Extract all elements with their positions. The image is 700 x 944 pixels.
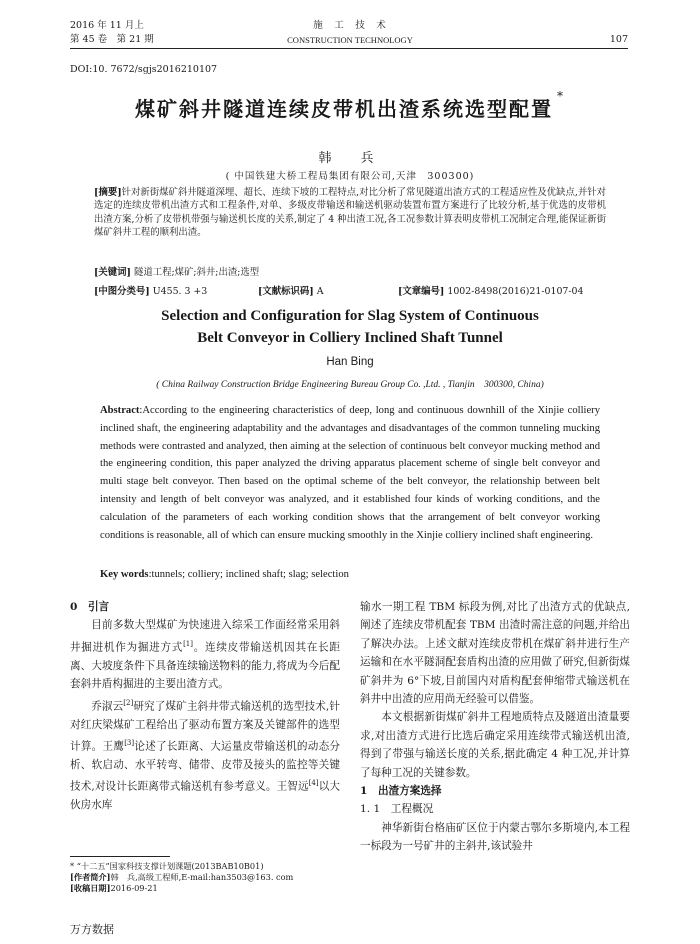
footnote-rule bbox=[70, 856, 170, 857]
title-footnote-mark: * bbox=[557, 89, 565, 103]
abstract-cn bbox=[94, 186, 606, 240]
author-cn: 韩 兵 bbox=[318, 151, 382, 166]
keywords-cn-text: 隧道工程;煤矿;斜井;出渣;选型 bbox=[133, 267, 260, 278]
footnotes bbox=[70, 861, 340, 895]
title-en-line2: Belt Conveyor in Colliery Inclined Shaft Tunnel bbox=[197, 330, 503, 346]
body-right-column bbox=[360, 598, 630, 856]
section-heading-introduction: 0 引言 bbox=[70, 601, 110, 613]
abstract-cn-label: [摘要] bbox=[94, 187, 122, 198]
keywords-cn bbox=[94, 266, 606, 279]
header-journal-en: CONSTRUCTION TECHNOLOGY bbox=[287, 35, 413, 45]
title-cn: 煤矿斜井隧道连续皮带机出渣系统选型配置* bbox=[135, 89, 565, 121]
affiliation-en: ( China Railway Construction Bridge Engineering Bureau Group Co. ,Ltd. , Tianjin 300300, China) bbox=[156, 380, 544, 390]
intro-paragraph-1: 目前多数大型煤矿为快速进入综采工作面经常采用斜井掘进机作为掘进方式[1]。连续皮带输送机因其在长距离、大坡度条件下具备连续输送物料的能力,将成为今后配套斜井盾构掘进的主要出渣方式。 bbox=[70, 619, 340, 691]
keywords-cn-label: [关键词] bbox=[94, 267, 131, 278]
citation-2[interactable]: [2] bbox=[123, 698, 134, 707]
citation-3[interactable]: [3] bbox=[124, 738, 135, 747]
footnote-fund: * “十二五”国家科技支撑计划课题(2013BAB10B01) bbox=[70, 861, 264, 871]
header-volume: 第 45 卷 第 21 期 bbox=[70, 34, 154, 45]
header-page-number: 107 bbox=[609, 34, 628, 45]
citation-1[interactable]: [1] bbox=[183, 639, 193, 648]
doi: DOI:10. 7672/sgjs2016210107 bbox=[70, 64, 218, 75]
section-heading-1: 1 出渣方案选择 bbox=[360, 785, 442, 798]
body-left-column bbox=[70, 598, 340, 815]
keywords-en-label: Key words bbox=[100, 569, 149, 580]
right-paragraph-2: 本文根据新街煤矿斜井工程地质特点及隧道出渣量要求,对出渣方式进行比选后确定采用连续带式输送机出渣,得到了带强与输送长度的关系,据此确定 4 种工况,并计算了每种工况的关键参数。 bbox=[360, 711, 630, 779]
footnote-author: [作者简介]韩 兵,高级工程师,E-mail:han3503@163. com bbox=[70, 872, 294, 883]
document-code: [文献标识码] A bbox=[258, 286, 324, 297]
watermark: 万方数据 bbox=[70, 923, 114, 936]
citation-4[interactable]: [4] bbox=[308, 779, 319, 788]
subsection-heading-1-1: 1. 1 工程概况 bbox=[360, 803, 434, 816]
abstract-en bbox=[100, 402, 600, 544]
abstract-en-label: Abstract bbox=[100, 405, 140, 416]
intro-paragraph-2: 乔淑云[2]研究了煤矿主斜井带式输送机的选型技术,针对红庆梁煤矿工程给出了驱动布置方案及关键部件的选型计算。王鹰[3]论述了长距离、大运量皮带输送机的动态分析、软启动、水平转弯、储带、皮带及接头的监控等关键技术,对设计长距离带式输送机有参考意义。王智远[4]以大伙房水库 bbox=[70, 698, 341, 812]
keywords-en bbox=[100, 569, 600, 580]
footnote-received-date: [收稿日期]2016-09-21 bbox=[70, 883, 158, 894]
header-journal-cn: 施 工 技 术 bbox=[313, 20, 387, 31]
right-paragraph-3: 神华新街台格庙矿区位于内蒙古鄂尔多斯境内,本工程一标段为一号矿井的主斜井,该试验井 bbox=[360, 821, 630, 853]
right-paragraph-1: 输水一期工程 TBM 标段为例,对比了出渣方式的优缺点,阐述了连续皮带机配套 TBM 出渣时需注意的问题,并给出了解决办法。上述文献对连续皮带机在煤矿斜井进行生产运输和在水平隧洞配套盾构出渣的应用做了研究,但新街煤矿斜井为 6°下坡,目前国内对盾构配套伸缩带式输送机在斜井中出渣的应用尚无经验可以借鉴。 bbox=[360, 601, 630, 706]
clc-number: [中图分类号] U455. 3 +3 bbox=[94, 286, 208, 297]
keywords-en-text: :tunnels; colliery; inclined shaft; slag; selection bbox=[148, 569, 349, 580]
affiliation-cn: ( 中国铁建大桥工程局集团有限公司,天津 300300) bbox=[225, 171, 475, 182]
author-en: Han Bing bbox=[326, 356, 374, 368]
article-number: [文章编号] 1002-8498(2016)21-0107-04 bbox=[398, 286, 584, 297]
abstract-cn-text: 针对新街煤矿斜井隧道深埋、超长、连续下坡的工程特点,对比分析了常见隧道出渣方式的工程适应性及优缺点,并针对选定的连续皮带机出渣方式和工程条件,对单、多级皮带输送和输送机驱动装置布置方案进行了比较分析,基于优选的皮带机出渣方案,分析了皮带机带强与输送机长度的关系,制定了 4 种出渣工况,各工况参数计算表明皮带机工况制定合理,能保证新街煤矿斜井工程的顺利出渣。 bbox=[94, 187, 606, 239]
title-en-line1: Selection and Configuration for Slag System of Continuous bbox=[161, 308, 539, 324]
header-rule bbox=[70, 48, 628, 49]
header-date: 2016 年 11 月上 bbox=[70, 20, 144, 31]
abstract-en-text: :According to the engineering characteristics of deep, long and continuous downhill of the Xinjie colliery inclined shaft, the engineering adaptability and the advantages and disadvantages of the common tunneling mucking methods were contrasted and analyzed, then aiming at the selection of continuous belt conveyor mucking method and the engineering condition, this paper analyzed the driving apparatus placement scheme of single belt conveyor and multi stage belt conveyor. Then based on the optimal scheme of the belt conveyor, the relationship between belt intensity and length of belt conveyor was analyzed, and it established four kinds of working conditions, and the calculation of the parameters of each working condition shows that the arrangement of belt conveyor working conditions is reasonable, all of which can ensure mucking smoothly in the Xinjie colliery inclined shaft engineering. bbox=[100, 405, 600, 541]
